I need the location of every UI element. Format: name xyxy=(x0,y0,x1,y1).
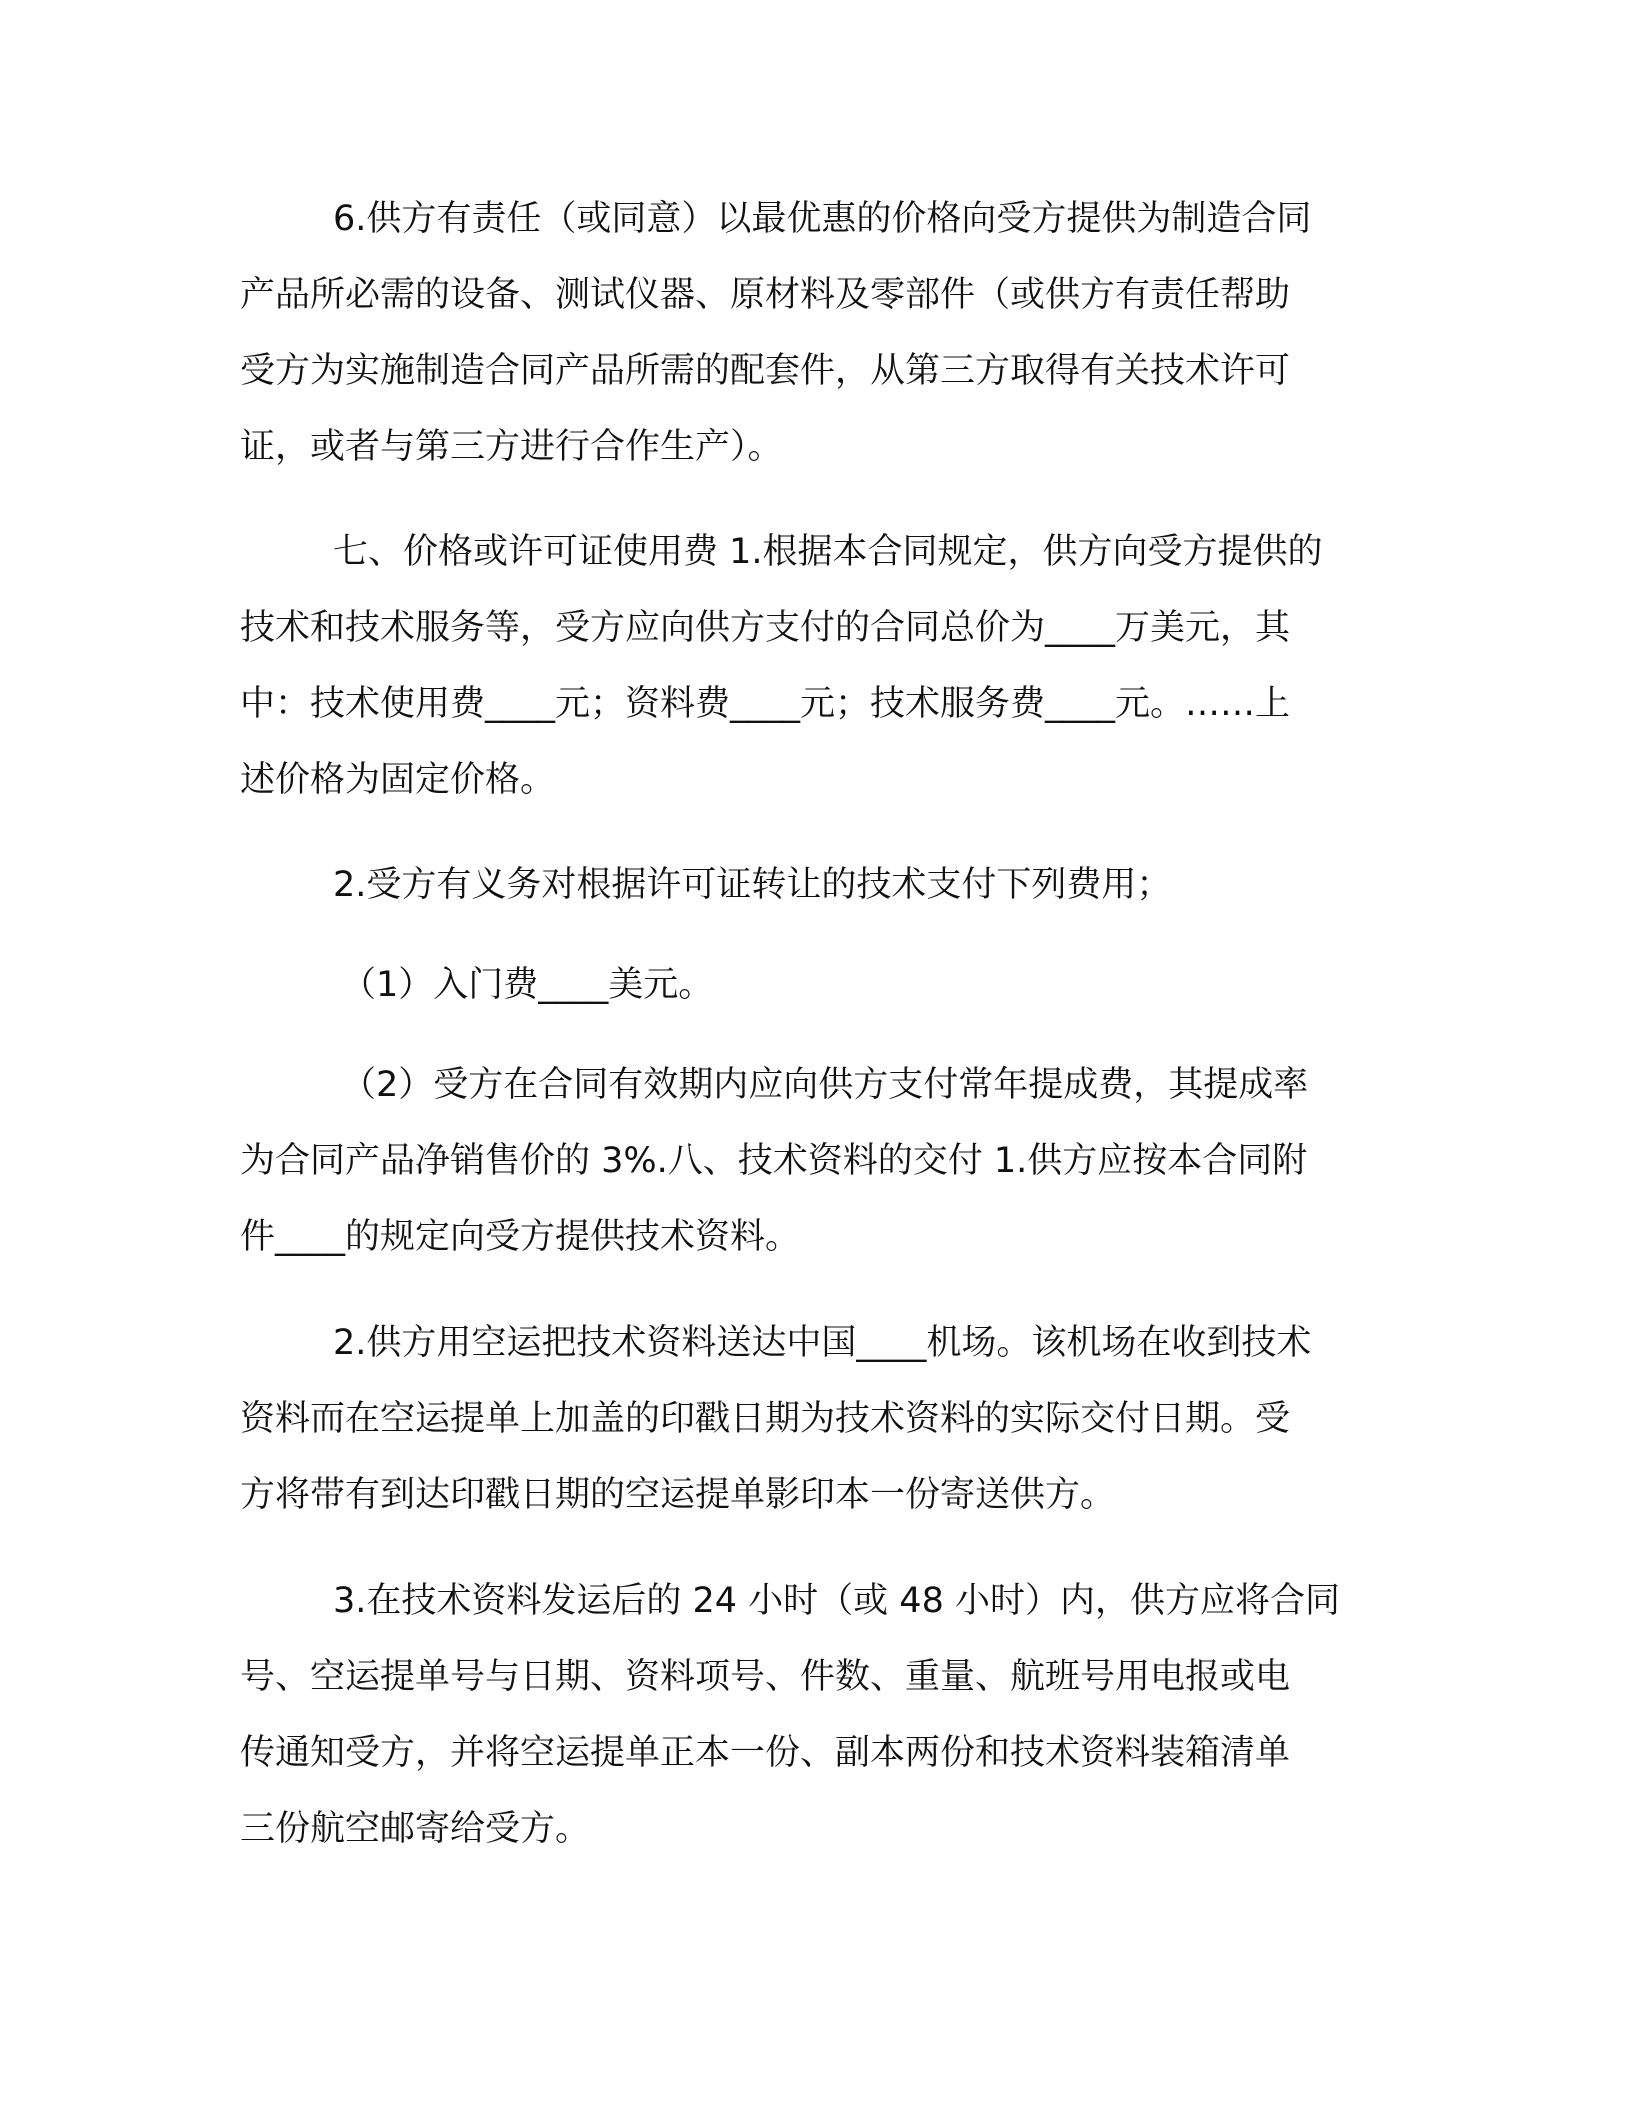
text-line: 资料而在空运提单上加盖的印戳日期为技术资料的实际交付日期。受 xyxy=(240,1399,1291,1439)
text-line: 技术和技术服务等，受方应向供方支付的合同总价为____万美元，其 xyxy=(240,608,1291,648)
text-line: （1）入门费____美元。 xyxy=(341,965,714,1005)
text-line: 证，或者与第三方进行合作生产）。 xyxy=(240,427,783,467)
text-line: 号、空运提单号与日期、资料项号、件数、重量、航班号用电报或电 xyxy=(240,1657,1291,1697)
text-line: 述价格为固定价格。 xyxy=(240,760,556,800)
text-line: 6.供方有责任（或同意）以最优惠的价格向受方提供为制造合同 xyxy=(333,199,1312,239)
text-line: 受方为实施制造合同产品所需的配套件，从第三方取得有关技术许可 xyxy=(240,351,1291,391)
text-line: 3.在技术资料发运后的 24 小时（或 48 小时）内，供方应将合同 xyxy=(333,1581,1340,1621)
text-line: 三份航空邮寄给受方。 xyxy=(240,1809,591,1849)
text-line: 传通知受方，并将空运提单正本一份、副本两份和技术资料装箱清单 xyxy=(240,1733,1291,1773)
text-line: 中：技术使用费____元；资料费____元；技术服务费____元。……上 xyxy=(240,684,1291,724)
text-line: 2.受方有义务对根据许可证转让的技术支付下列费用； xyxy=(333,865,1172,905)
text-line: 件____的规定向受方提供技术资料。 xyxy=(240,1217,801,1257)
text-line: 为合同产品净销售价的 3%.八、技术资料的交付 1.供方应按本合同附 xyxy=(240,1141,1308,1181)
text-line: 2.供方用空运把技术资料送达中国____机场。该机场在收到技术 xyxy=(333,1323,1312,1363)
text-line: 方将带有到达印戳日期的空运提单影印本一份寄送供方。 xyxy=(240,1475,1116,1515)
text-line: 产品所必需的设备、测试仪器、原材料及零部件（或供方有责任帮助 xyxy=(240,275,1291,315)
text-line: 七、价格或许可证使用费 1.根据本合同规定，供方向受方提供的 xyxy=(333,532,1323,572)
text-line: （2）受方在合同有效期内应向供方支付常年提成费，其提成率 xyxy=(341,1065,1309,1105)
